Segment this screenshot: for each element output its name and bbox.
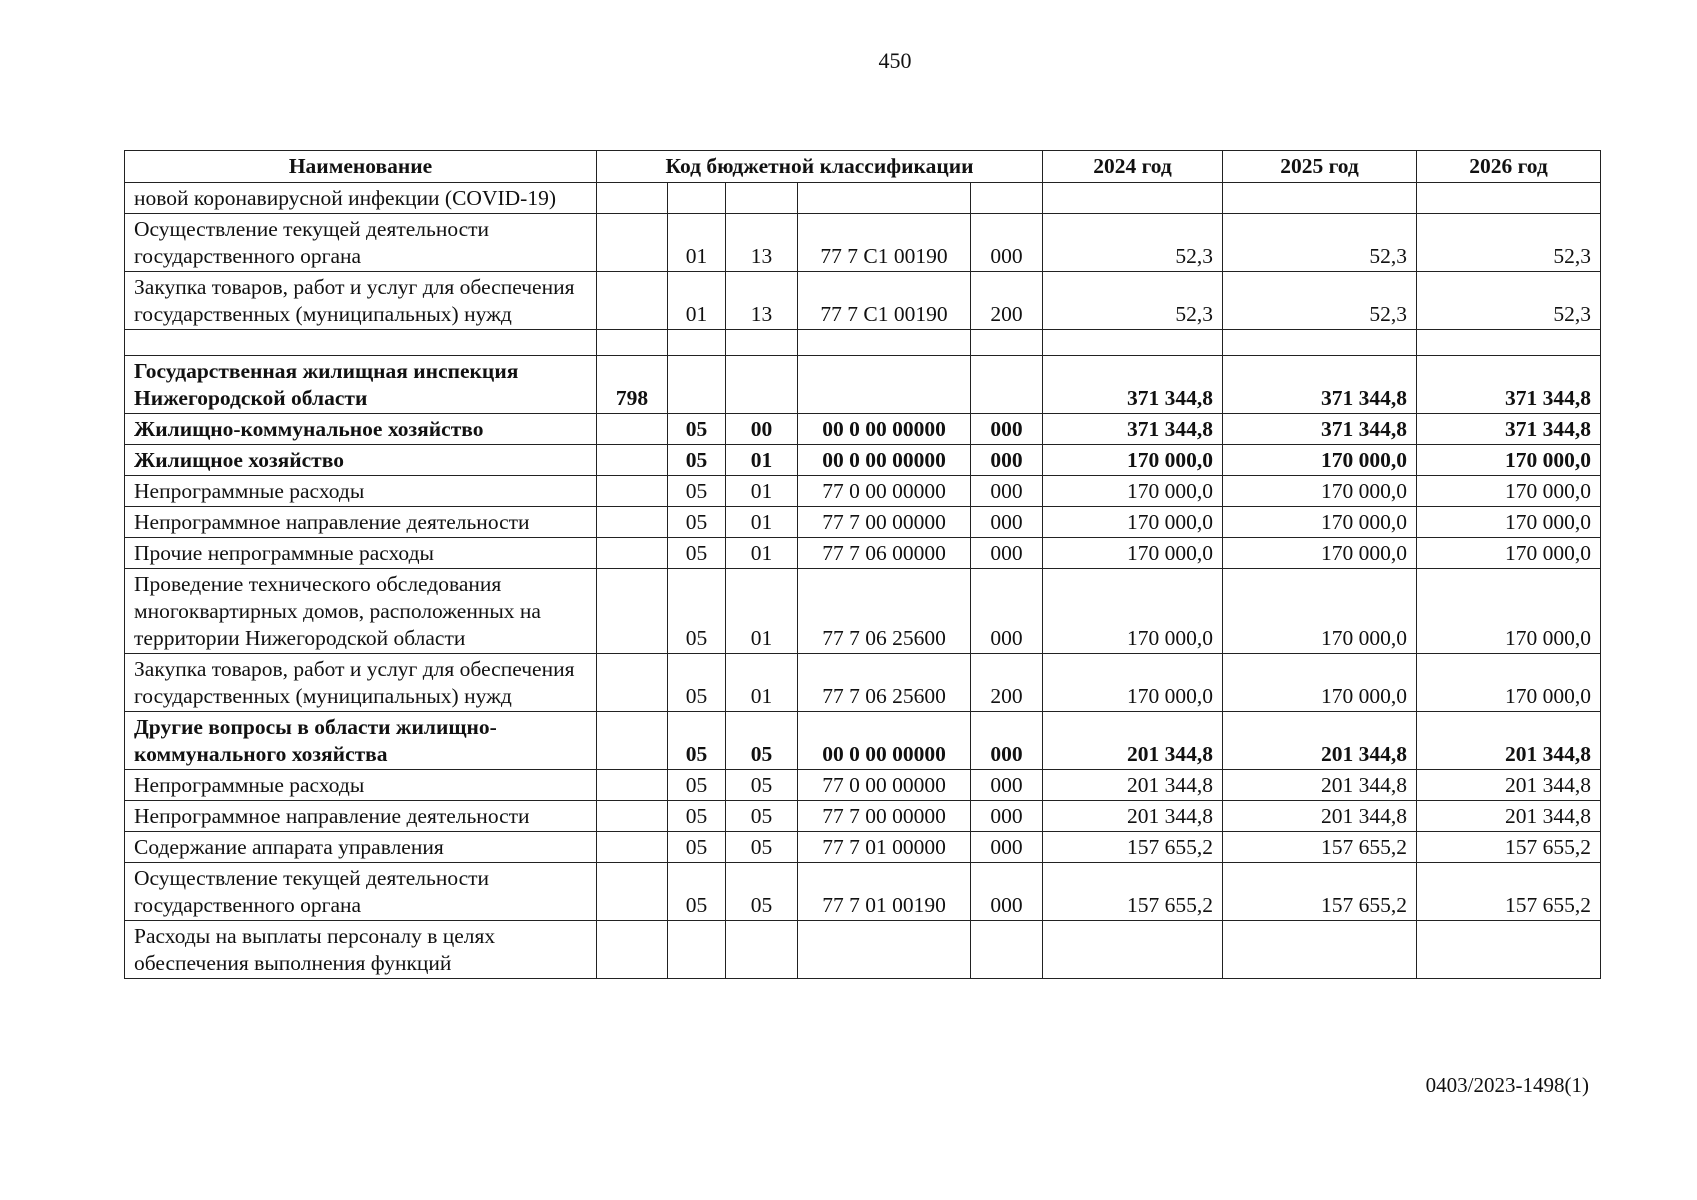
cell-amount-2024 [1043,921,1223,979]
cell-target-article-code [798,921,971,979]
cell-amount-2026 [1417,183,1601,214]
table-row [125,921,1601,979]
cell-amount-2026: 52,3 [1417,214,1601,272]
cell-name: Непрограммные расходы [125,476,597,507]
cell-amount-2024 [1043,330,1223,356]
cell-amount-2024: 157 655,2 [1043,863,1223,921]
table-row [125,476,1601,507]
cell-section-code: 05 [668,569,726,654]
cell-subsection-code [726,183,798,214]
cell-amount-2024: 170 000,0 [1043,569,1223,654]
cell-expense-type-code: 000 [971,476,1043,507]
cell-target-article-code: 77 7 01 00000 [798,832,971,863]
cell-target-article-code: 77 7 06 25600 [798,569,971,654]
table-row [125,538,1601,569]
cell-name: Непрограммное направление деятельности [125,801,597,832]
table-row [125,569,1601,654]
cell-amount-2025: 157 655,2 [1223,863,1417,921]
cell-amount-2026: 371 344,8 [1417,356,1601,414]
cell-expense-type-code: 000 [971,832,1043,863]
cell-ved-code [597,801,668,832]
cell-expense-type-code [971,183,1043,214]
cell-amount-2025: 170 000,0 [1223,569,1417,654]
cell-subsection-code [726,921,798,979]
table-row [125,507,1601,538]
table-row [125,445,1601,476]
cell-section-code: 01 [668,272,726,330]
cell-expense-type-code [971,356,1043,414]
cell-section-code: 05 [668,507,726,538]
cell-amount-2026: 201 344,8 [1417,712,1601,770]
cell-amount-2026: 201 344,8 [1417,801,1601,832]
cell-section-code: 05 [668,654,726,712]
cell-name: Прочие непрограммные расходы [125,538,597,569]
cell-ved-code: 798 [597,356,668,414]
cell-amount-2025 [1223,183,1417,214]
cell-ved-code [597,445,668,476]
cell-name: Непрограммные расходы [125,770,597,801]
cell-subsection-code: 13 [726,214,798,272]
cell-subsection-code: 01 [726,445,798,476]
cell-amount-2024: 201 344,8 [1043,712,1223,770]
cell-subsection-code: 05 [726,801,798,832]
table-row [125,770,1601,801]
cell-target-article-code: 77 7 06 00000 [798,538,971,569]
cell-subsection-code: 05 [726,832,798,863]
cell-amount-2026: 170 000,0 [1417,507,1601,538]
cell-amount-2024: 201 344,8 [1043,801,1223,832]
cell-expense-type-code [971,921,1043,979]
cell-amount-2025 [1223,330,1417,356]
cell-target-article-code: 77 7 00 00000 [798,801,971,832]
cell-section-code: 05 [668,445,726,476]
cell-expense-type-code: 200 [971,654,1043,712]
table-row [125,183,1601,214]
cell-target-article-code: 77 7 01 00190 [798,863,971,921]
cell-expense-type-code: 000 [971,445,1043,476]
cell-target-article-code: 77 0 00 00000 [798,476,971,507]
cell-name: Содержание аппарата управления [125,832,597,863]
cell-target-article-code: 77 7 C1 00190 [798,214,971,272]
cell-section-code: 01 [668,214,726,272]
cell-subsection-code: 01 [726,654,798,712]
cell-ved-code [597,183,668,214]
cell-subsection-code: 13 [726,272,798,330]
cell-amount-2026: 157 655,2 [1417,863,1601,921]
cell-amount-2025: 201 344,8 [1223,712,1417,770]
cell-name: Жилищно-коммунальное хозяйство [125,414,597,445]
cell-ved-code [597,414,668,445]
page-number: 450 [878,48,912,73]
cell-amount-2025: 170 000,0 [1223,538,1417,569]
cell-expense-type-code: 000 [971,770,1043,801]
cell-amount-2024: 371 344,8 [1043,414,1223,445]
cell-ved-code [597,507,668,538]
cell-amount-2026: 170 000,0 [1417,476,1601,507]
cell-subsection-code: 05 [726,863,798,921]
budget-table [124,150,1601,979]
cell-name: Расходы на выплаты персоналу в целях обеспечения выполнения функций [125,921,597,979]
cell-amount-2026: 52,3 [1417,272,1601,330]
cell-name: Жилищное хозяйство [125,445,597,476]
cell-name: Другие вопросы в области жилищно-коммунального хозяйства [125,712,597,770]
cell-section-code [668,330,726,356]
cell-expense-type-code: 000 [971,863,1043,921]
cell-amount-2026 [1417,330,1601,356]
cell-name: Осуществление текущей деятельности государственного органа [125,214,597,272]
cell-ved-code [597,832,668,863]
cell-subsection-code: 01 [726,538,798,569]
cell-ved-code [597,712,668,770]
cell-amount-2025: 371 344,8 [1223,356,1417,414]
cell-ved-code [597,272,668,330]
cell-ved-code [597,538,668,569]
table-row [125,832,1601,863]
table-row [125,272,1601,330]
cell-expense-type-code: 000 [971,414,1043,445]
cell-amount-2025: 170 000,0 [1223,445,1417,476]
cell-subsection-code [726,356,798,414]
cell-amount-2025: 157 655,2 [1223,832,1417,863]
header-name: Наименование [125,151,597,183]
cell-amount-2024: 52,3 [1043,214,1223,272]
cell-amount-2024: 201 344,8 [1043,770,1223,801]
cell-amount-2024: 52,3 [1043,272,1223,330]
cell-name: Проведение технического обследования многоквартирных домов, расположенных на территории Нижегородской области [125,569,597,654]
cell-ved-code [597,214,668,272]
cell-amount-2025: 170 000,0 [1223,507,1417,538]
cell-expense-type-code: 000 [971,538,1043,569]
cell-section-code: 05 [668,863,726,921]
cell-amount-2025 [1223,921,1417,979]
cell-target-article-code: 00 0 00 00000 [798,414,971,445]
cell-expense-type-code: 200 [971,272,1043,330]
cell-ved-code [597,863,668,921]
cell-amount-2026: 170 000,0 [1417,538,1601,569]
cell-amount-2026: 157 655,2 [1417,832,1601,863]
cell-name: Государственная жилищная инспекция Нижегородской области [125,356,597,414]
cell-amount-2025: 52,3 [1223,214,1417,272]
cell-amount-2026: 170 000,0 [1417,569,1601,654]
cell-expense-type-code: 000 [971,569,1043,654]
cell-subsection-code: 01 [726,569,798,654]
cell-amount-2025: 201 344,8 [1223,801,1417,832]
cell-target-article-code [798,183,971,214]
cell-ved-code [597,569,668,654]
header-year-2026: 2026 год [1417,151,1601,183]
cell-amount-2024: 170 000,0 [1043,507,1223,538]
table-row [125,712,1601,770]
cell-ved-code [597,921,668,979]
cell-amount-2026: 201 344,8 [1417,770,1601,801]
cell-target-article-code: 00 0 00 00000 [798,712,971,770]
cell-amount-2024 [1043,183,1223,214]
cell-expense-type-code: 000 [971,801,1043,832]
table-row [125,356,1601,414]
cell-amount-2024: 170 000,0 [1043,654,1223,712]
cell-name: Осуществление текущей деятельности государственного органа [125,863,597,921]
cell-section-code: 05 [668,538,726,569]
cell-amount-2024: 170 000,0 [1043,538,1223,569]
cell-expense-type-code: 000 [971,712,1043,770]
cell-name [125,330,597,356]
cell-name: Закупка товаров, работ и услуг для обеспечения государственных (муниципальных) нужд [125,654,597,712]
cell-subsection-code: 01 [726,476,798,507]
cell-subsection-code [726,330,798,356]
cell-section-code: 05 [668,801,726,832]
table-row [125,414,1601,445]
cell-target-article-code [798,356,971,414]
cell-amount-2025: 170 000,0 [1223,476,1417,507]
cell-amount-2024: 170 000,0 [1043,476,1223,507]
cell-section-code [668,356,726,414]
cell-expense-type-code: 000 [971,507,1043,538]
table-row [125,330,1601,356]
header-year-2025: 2025 год [1223,151,1417,183]
cell-target-article-code [798,330,971,356]
cell-amount-2025: 170 000,0 [1223,654,1417,712]
document-code: 0403/2023-1498(1) [1425,1073,1589,1097]
cell-subsection-code: 00 [726,414,798,445]
cell-amount-2025: 371 344,8 [1223,414,1417,445]
table-header-row [125,151,1601,183]
cell-target-article-code: 00 0 00 00000 [798,445,971,476]
cell-section-code: 05 [668,770,726,801]
cell-section-code: 05 [668,832,726,863]
cell-amount-2026 [1417,921,1601,979]
cell-name: Закупка товаров, работ и услуг для обеспечения государственных (муниципальных) нужд [125,272,597,330]
cell-expense-type-code: 000 [971,214,1043,272]
cell-amount-2024: 157 655,2 [1043,832,1223,863]
cell-amount-2024: 170 000,0 [1043,445,1223,476]
cell-section-code [668,183,726,214]
cell-target-article-code: 77 0 00 00000 [798,770,971,801]
cell-expense-type-code [971,330,1043,356]
header-code: Код бюджетной классификации [597,151,1043,183]
cell-subsection-code: 01 [726,507,798,538]
cell-ved-code [597,330,668,356]
cell-target-article-code: 77 7 C1 00190 [798,272,971,330]
table-row [125,654,1601,712]
cell-ved-code [597,476,668,507]
table-row [125,863,1601,921]
table-body [125,183,1601,979]
header-year-2024: 2024 год [1043,151,1223,183]
cell-ved-code [597,770,668,801]
cell-amount-2026: 371 344,8 [1417,414,1601,445]
cell-section-code: 05 [668,712,726,770]
cell-amount-2025: 52,3 [1223,272,1417,330]
cell-section-code: 05 [668,414,726,445]
cell-section-code: 05 [668,476,726,507]
cell-name: Непрограммное направление деятельности [125,507,597,538]
cell-amount-2026: 170 000,0 [1417,654,1601,712]
cell-target-article-code: 77 7 00 00000 [798,507,971,538]
cell-amount-2024: 371 344,8 [1043,356,1223,414]
cell-target-article-code: 77 7 06 25600 [798,654,971,712]
cell-ved-code [597,654,668,712]
table-row [125,214,1601,272]
cell-subsection-code: 05 [726,712,798,770]
cell-subsection-code: 05 [726,770,798,801]
cell-amount-2025: 201 344,8 [1223,770,1417,801]
table-row [125,801,1601,832]
cell-section-code [668,921,726,979]
cell-amount-2026: 170 000,0 [1417,445,1601,476]
cell-name: новой коронавирусной инфекции (COVID-19) [125,183,597,214]
